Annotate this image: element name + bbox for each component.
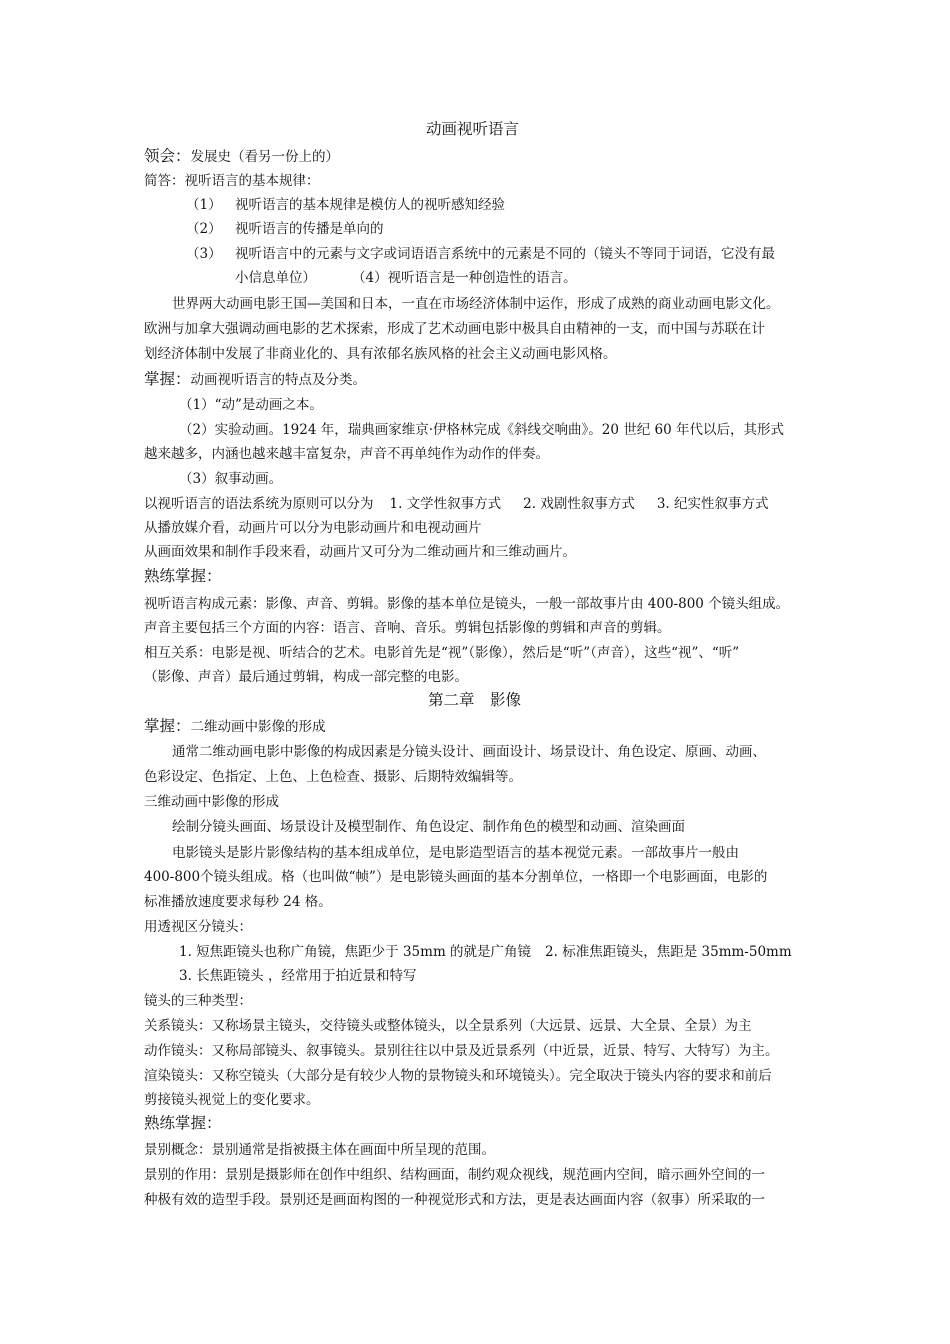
paragraph-heading: 用透视区分镜头：: [144, 919, 252, 935]
paragraph-line: 通常二维动画电影中影像的构成因素是分镜头设计、画面设计、场景设计、角色设定、原画、动画、: [172, 744, 766, 760]
paragraph-line: 电影镜头是影片影像结构的基本组成单位，是电影造型语言的基本视觉元素。一部故事片一般由: [172, 845, 739, 861]
section-master: [144, 369, 366, 390]
section-proficient: 熟练掌握：: [144, 1114, 222, 1132]
section-master: [144, 716, 326, 737]
paragraph-heading: 镜头的三种类型：: [144, 993, 252, 1009]
paragraph-line: 景别概念：景别通常是指被摄主体在画面中所呈现的范围。: [144, 1142, 495, 1158]
list-item: 视听语言的传播是单向的: [235, 221, 384, 237]
paragraph-line: 从画面效果和制作手段来看，动画片又可分为二维动画片和三维动画片。: [144, 544, 576, 560]
paragraph-line: 400-800个镜头组成。格（也叫做“帧”）是电影镜头画面的基本分割单位，一格即一个电影画面，电影的: [144, 869, 768, 885]
list-item-4: （4）视听语言是一种创造性的语言。: [352, 270, 577, 286]
paragraph-line: 景别的作用：景别是摄影师在创作中组织、结构画面，制约观众视线，规范画内空间，暗示画外空间的一: [144, 1167, 765, 1183]
section-lead: 领会：: [144, 147, 191, 165]
section-text: 二维动画中影像的形成: [190, 719, 326, 735]
paragraph-line: 声音主要包括三个方面的内容：语言、音响、音乐。剪辑包括影像的剪辑和声音的剪辑。: [144, 620, 671, 636]
lens-item: 3. 长焦距镜头 ，经常用于拍近景和特写: [179, 968, 417, 984]
lens-list-line: [179, 942, 792, 962]
section-proficient: 熟练掌握：: [144, 567, 222, 585]
list-item: （3）叙事动画。: [179, 471, 283, 487]
paragraph-line: （影像、声音）最后通过剪辑，构成一部完整的电影。: [144, 669, 468, 685]
list-number: （2）: [186, 221, 222, 237]
paragraph-line: 划经济体制中发展了非商业化的、具有浓郁名族风格的社会主义动画电影风格。: [144, 346, 617, 362]
classification-item: 2. 戏剧性叙事方式: [523, 496, 635, 512]
section-text: 发展史（看另一份上的）: [190, 149, 340, 165]
section-text: 动画视听语言的特点及分类。: [190, 372, 367, 388]
paragraph-line: 欧洲与加拿大强调动画电影的艺术探索，形成了艺术动画电影中极具自由精神的一支，而中国与苏联在计: [144, 321, 765, 337]
list-number: （1）: [186, 197, 222, 213]
list-item: 越来越多，内涵也越来越丰富复杂，声音不再单纯作为动作的伴奏。: [144, 446, 549, 462]
list-item: （2）实验动画。1924 年，瑞典画家维京·伊格林完成《斜线交响曲》。20 世纪 60 年代以后，其形式: [179, 422, 785, 438]
paragraph-line: 渲染镜头：又称空镜头（大部分是有较少人物的景物镜头和环境镜头）。完全取决于镜头内容的要求和前后: [144, 1068, 772, 1084]
paragraph-line: 绘制分镜头画面、场景设计及模型制作、角色设定、制作角色的模型和动画、渲染画面: [172, 819, 685, 835]
document-title: 动画视听语言: [426, 120, 520, 138]
section-short-answer-heading: 简答：视听语言的基本规律：: [144, 173, 320, 189]
paragraph-line: 标准播放速度要求每秒 24 格。: [144, 894, 332, 910]
classification-item: 3. 纪实性叙事方式: [656, 496, 769, 512]
section-comprehend: [144, 146, 339, 167]
list-item: 视听语言的基本规律是模仿人的视听感知经验: [235, 197, 505, 213]
classification-item: 1. 文学性叙事方式: [389, 496, 502, 512]
paragraph-line: 世界两大动画电影王国—美国和日本，一直在市场经济体制中运作，形成了成熟的商业动画电影文化。: [172, 296, 780, 312]
chapter-heading: 第二章 影像: [428, 691, 522, 709]
list-item: （1）“动”是动画之本。: [179, 397, 323, 413]
lens-item: 1. 短焦距镜头也称广角镜，焦距少于 35mm 的就是广角镜: [179, 944, 532, 960]
list-item: 视听语言中的元素与文字或词语语言系统中的元素是不同的（镜头不等同于词语，它没有最: [235, 246, 775, 262]
paragraph-line: 从播放媒介看，动画片可以分为电影动画片和电视动画片: [144, 520, 482, 536]
classification-line: [144, 494, 769, 514]
paragraph-line: 关系镜头：又称场景主镜头，交待镜头或整体镜头，以全景系列（大远景、远景、大全景、全景）为主: [144, 1018, 752, 1034]
paragraph-line: 色彩设定、色指定、上色、上色检查、摄影、后期特效编辑等。: [144, 769, 522, 785]
section-lead: 掌握：: [144, 370, 191, 388]
list-number: （3）: [186, 246, 222, 262]
lens-item: 2. 标准焦距镜头，焦距是 35mm-50mm: [545, 944, 792, 960]
paragraph-line: 视听语言构成元素：影像、声音、剪辑。影像的基本单位是镜头，一般一部故事片由 400-800 个镜头组成。: [144, 596, 790, 612]
list-item-continued: 小信息单位）: [235, 270, 316, 286]
section-lead: 掌握：: [144, 717, 191, 735]
paragraph-line: 相互关系：电影是视、听结合的艺术。电影首先是“视”（影像），然后是“听”（声音），这些“视”、“听”: [144, 645, 740, 661]
paragraph-line: 剪接镜头视觉上的变化要求。: [144, 1092, 320, 1108]
paragraph-heading: 三维动画中影像的形成: [144, 794, 279, 810]
paragraph-line: 种极有效的造型手段。景别还是画面构图的一种视觉形式和方法，更是表达画面内容（叙事）所采取的一: [144, 1192, 765, 1208]
paragraph-line: 动作镜头：又称局部镜头、叙事镜头。景别往往以中景及近景系列（中近景，近景、特写、大特写）为主。: [144, 1043, 779, 1059]
list-item: [235, 268, 577, 288]
classification-label: 以视听语言的语法系统为原则可以分为: [144, 496, 374, 512]
